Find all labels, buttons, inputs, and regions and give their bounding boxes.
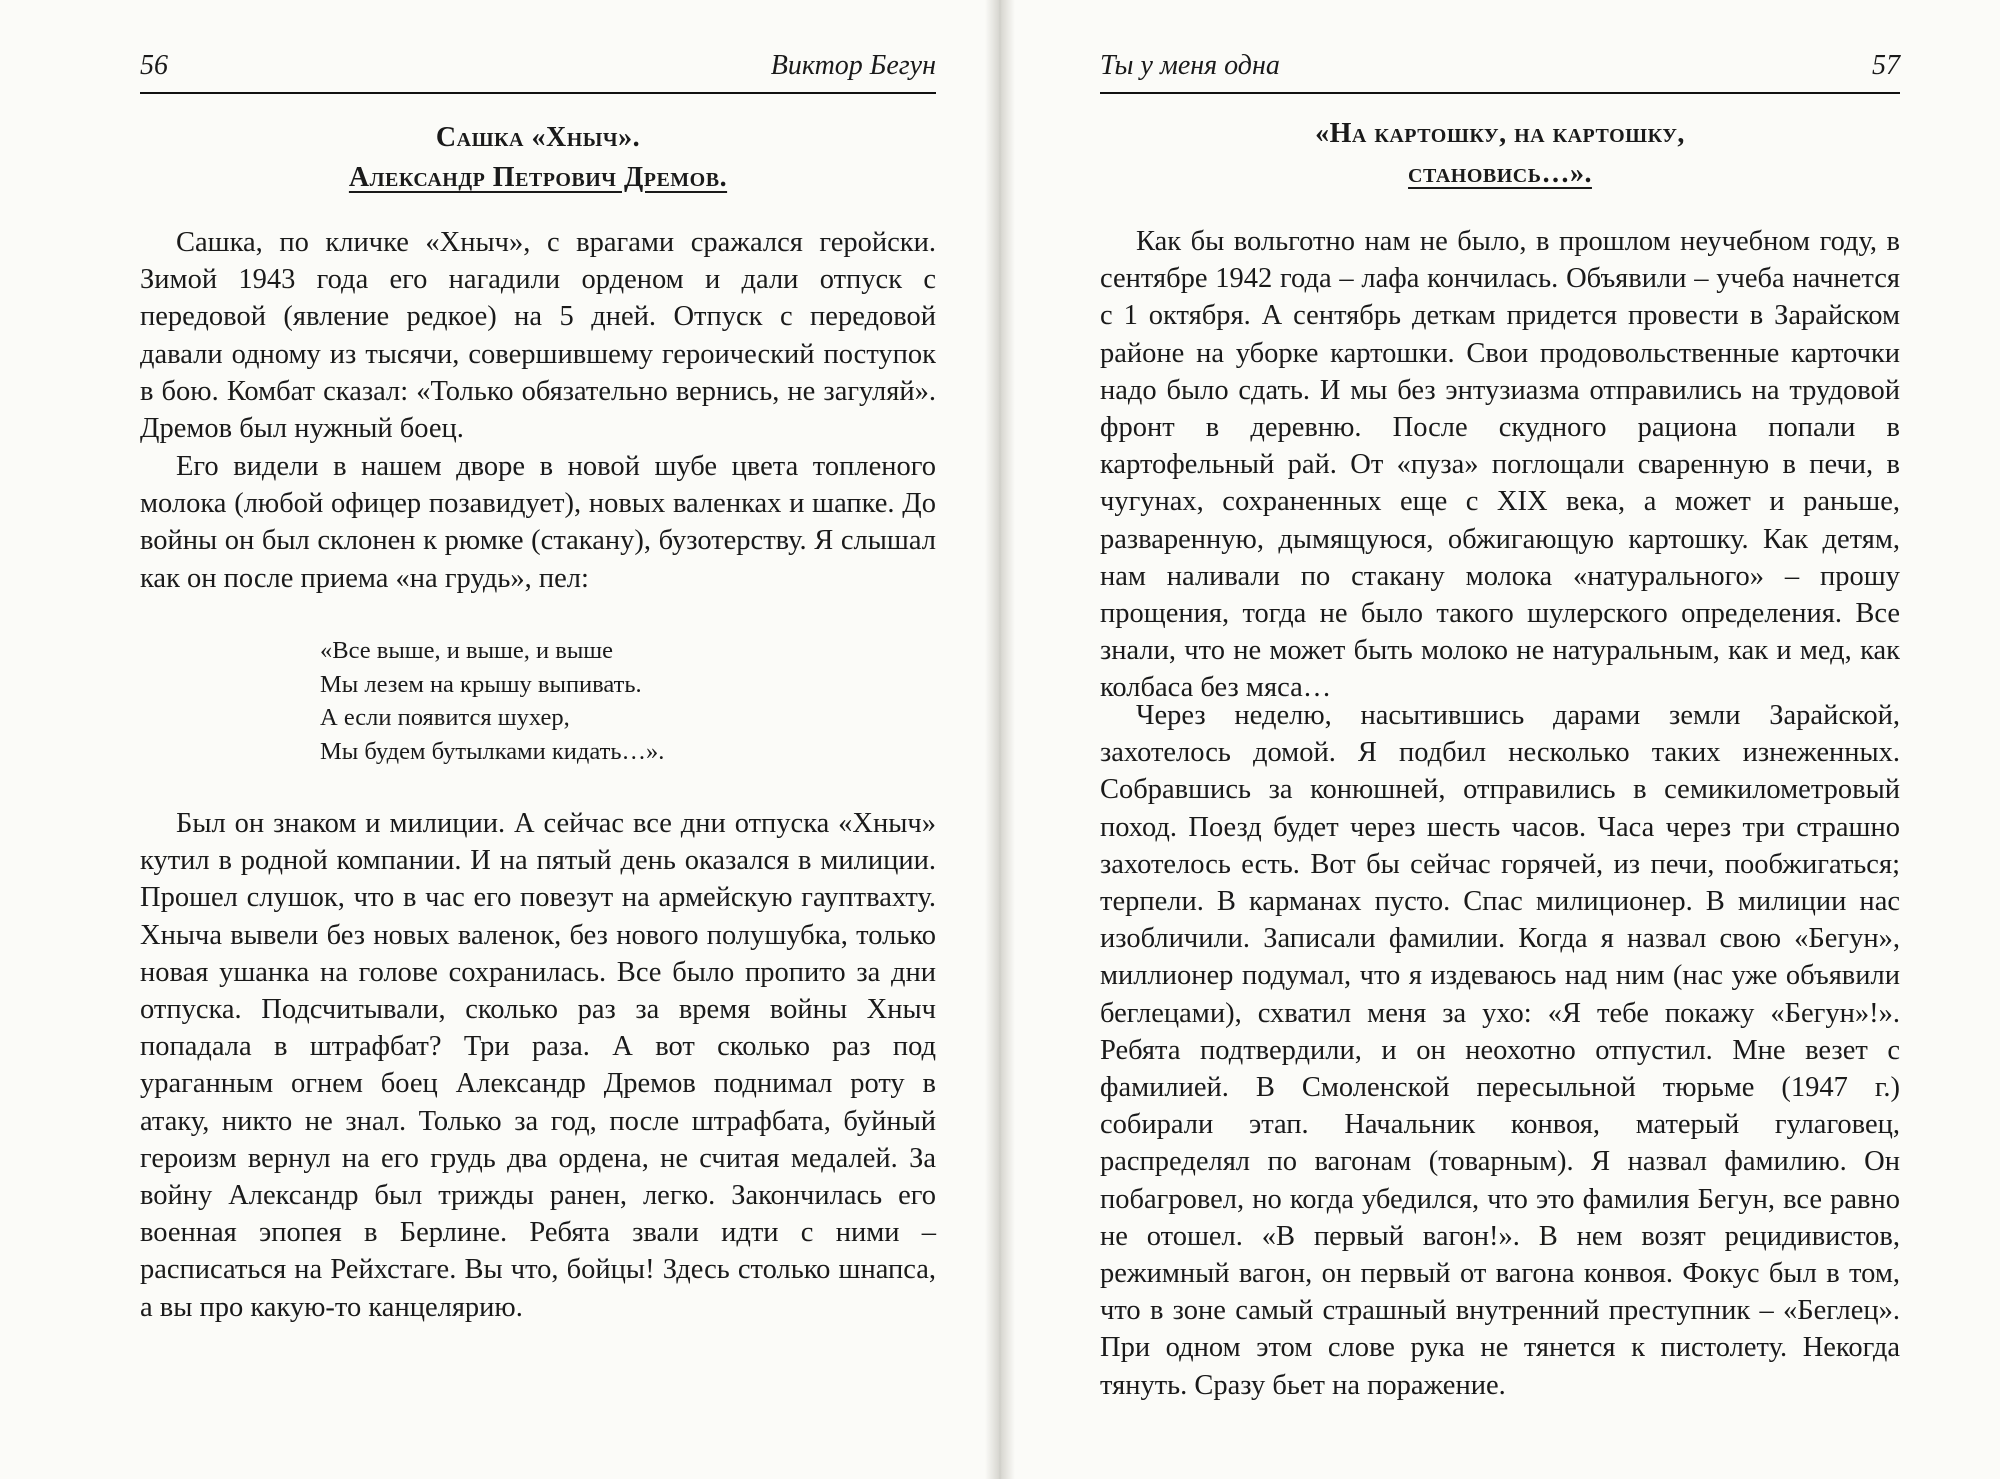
left-page-number: 56 xyxy=(140,50,168,81)
left-title-line2: Александр Петрович Дремов. xyxy=(348,162,728,193)
book-gutter xyxy=(985,0,1015,1479)
verse-line: Мы лезем на крышу выпивать. xyxy=(320,670,642,698)
right-title-line1: «На картошку, на картошку, xyxy=(1315,118,1685,149)
left-verse xyxy=(320,634,664,768)
right-page-number: 57 xyxy=(1872,50,1900,81)
right-title-line2: становись…». xyxy=(1408,158,1592,189)
left-chapter-title xyxy=(140,118,936,198)
verse-line: Мы будем бутылками кидать…». xyxy=(320,737,665,765)
right-chapter-title xyxy=(1100,114,1900,194)
left-header-rule xyxy=(140,92,936,94)
verse-line: «Все выше, и выше, и выше xyxy=(320,637,614,664)
right-paragraph-2: Через неделю, насытившись дарами земли Зарайской, захотелось домой. Я подбил несколько таких изнеженных. Собравшись за конюшней, отправились в семикилометровый поход. Поезд будет через шесть часов. Часа через три страшно захотелось есть. Вот бы сейчас горячей, из печи, пообжигаться; терпели. В карманах пусто. Спас милиционер. В милиции нас изобличили. Записали фамилии. Когда я назвал свою «Бегун», миллионер подумал, что я издеваюсь над ним (нас уже объявили беглецами), схватил меня за ухо: «Я тебе покажу «Бегун»!». Ребята подтвердили, и он неохотно отпустил. Мне везет с фамилией. В Смоленской пересыльной тюрьме (1947 г.) собирали этап. Начальник конвоя, матерый гулаговец, распределял по вагонам (товарным). Я назвал фамилию. Он побагровел, но когда убедился, что это фамилия Бегун, все равно не отошел. «В первый вагон!». В нем возят рецидивистов, режимный вагон, он первый от вагона конвоя. Фокус был в том, что в зоне самый страшный внутренний преступник – «Беглец». При одном этом слове рука не тянется к пистолету. Некогда тянуть. Сразу бьет на поражение. xyxy=(1100,700,1900,1401)
left-paragraph-1: Сашка, по кличке «Хныч», с врагами сражался геройски. Зимой 1943 года его нагадили орденом и дали отпуск с передовой (явление редкое) на 5 дней. Отпуск с передовой давали одному из тысячи, совершившему героический поступок в бою. Комбат сказал: «Только обязательно вернись, не загуляй». Дремов был нужный боец. xyxy=(140,227,936,445)
left-title-line1: Сашка «Хныч». xyxy=(435,122,641,153)
left-running-header: Виктор Бегун xyxy=(770,50,936,81)
left-paragraph-2: Его видели в нашем дворе в новой шубе цвета топленого молока (любой офицер позавидует), новых валенках и шапке. До войны он был склонен к рюмке (стакану), бузотерству. Я слышал как он после приема «на грудь», пел: xyxy=(140,451,936,594)
right-running-header: Ты у меня одна xyxy=(1100,50,1280,81)
right-paragraph-1: Как бы вольготно нам не было, в прошлом неучебном году, в сентябре 1942 года – лафа кончилась. Объявили – учеба начнется с 1 октября. А сентябрь деткам придется провести в Зарайском районе на уборке картошки. Свои продовольственные карточки надо было сдать. И мы без энтузиазма отправились на трудовой фронт в деревню. После скудного рациона попали в картофельный рай. От «пуза» поглощали сваренную в печи, в чугунах, сохраненных еще с XIX века, а может и раньше, разваренную, дымящуюся, обжигающую картошку. Как детям, нам наливали по стакану молока «натурального» – прошу прощения, тогда не было такого шулерского определения. Все знали, что не может быть молоко не натуральным, как и мед, как колбаса без мяса… xyxy=(1100,226,1900,704)
right-header-rule xyxy=(1100,92,1900,94)
verse-line: А если появится шухер, xyxy=(320,704,570,731)
left-paragraph-3: Был он знаком и милиции. А сейчас все дни отпуска «Хныч» кутил в родной компании. И на пятый день оказался в милиции. Прошел слушок, что в час его повезут на армейскую гауптвахту. Хныча вывели без новых валенок, без нового полушубка, только новая ушанка на голове сохранилась. Все было пропито за дни отпуска. Подсчитывали, сколько раз за время войны Хныч попадала в штрафбат? Три раза. А вот сколько раз под ураганным огнем боец Александр Дремов поднимал роту в атаку, никто не знал. Только за год, после штрафбата, буйный героизм вернул на его грудь два ордена, не считая медалей. За войну Александр был трижды ранен, легко. Закончилась его военная эпопея в Берлине. Ребята звали идти с ними – расписаться на Рейхстаге. Вы что, бойцы! Здесь столько шнапса, а вы про какую-то канцелярию. xyxy=(140,808,936,1323)
